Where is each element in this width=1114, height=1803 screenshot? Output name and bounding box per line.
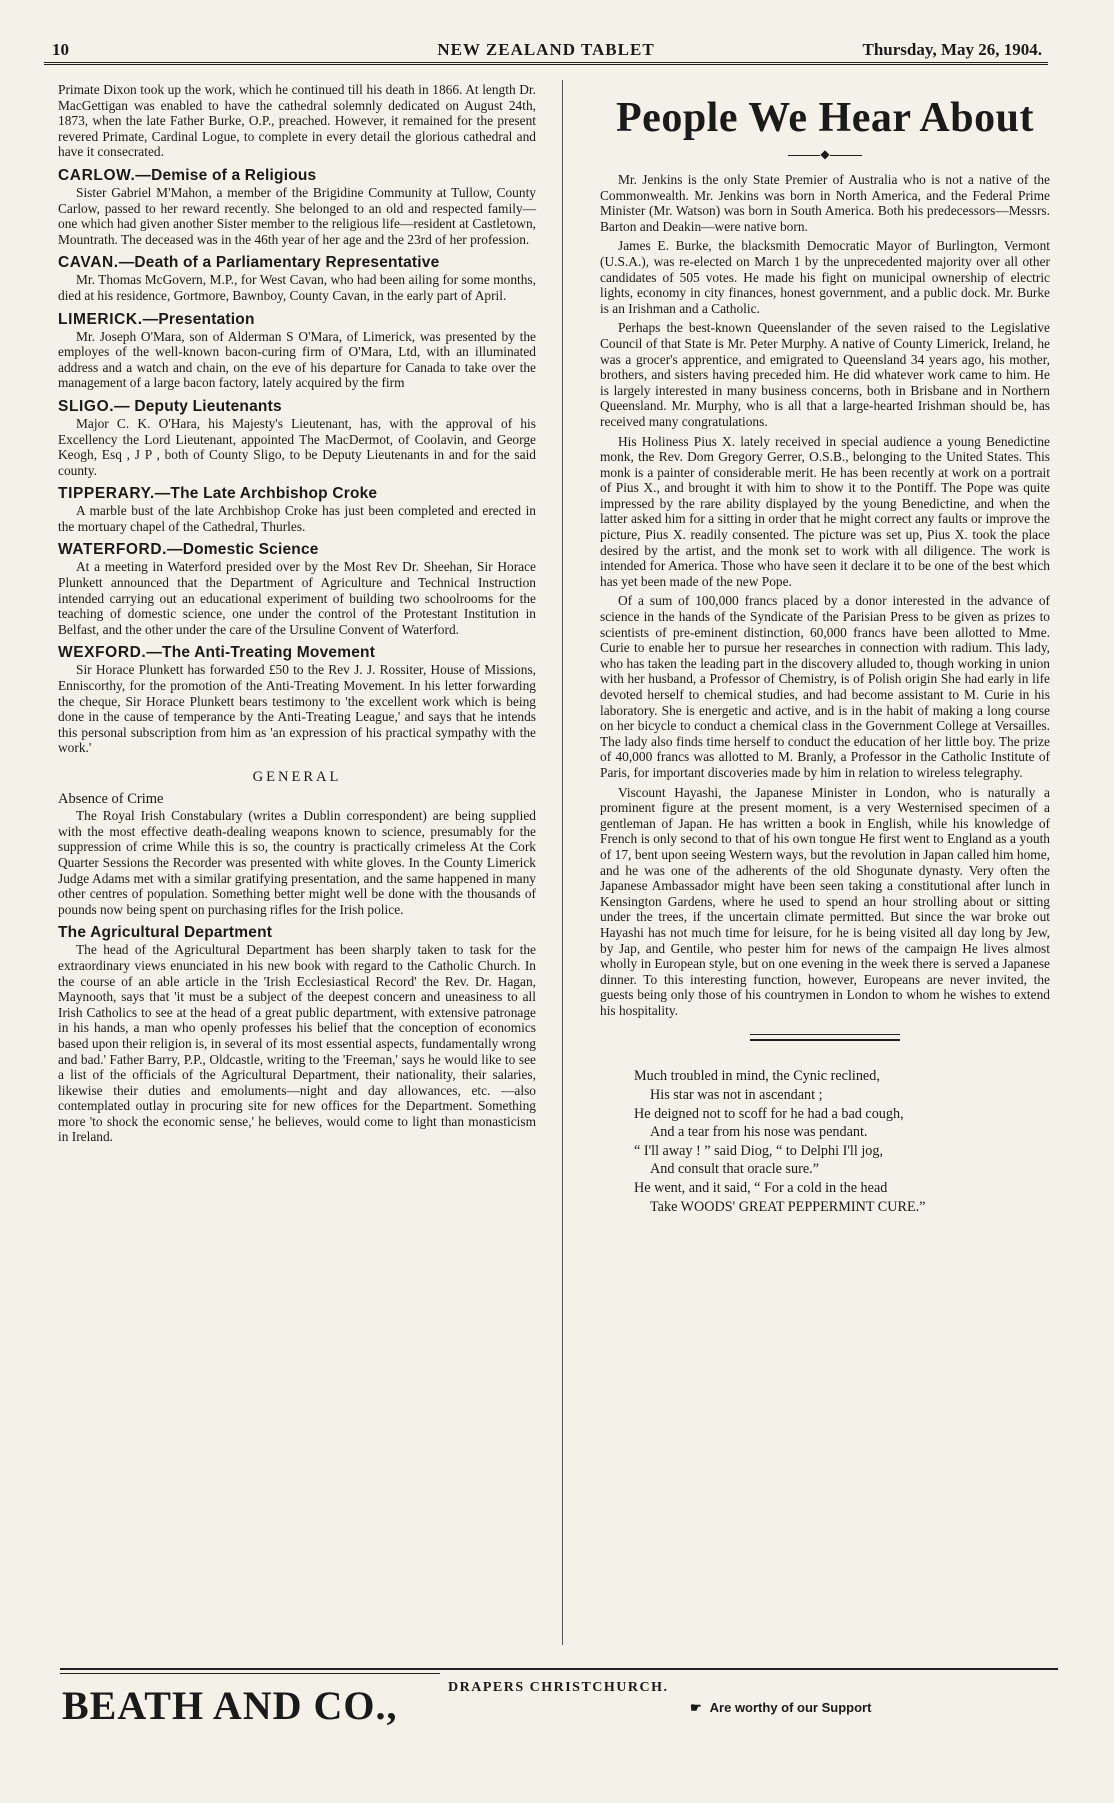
general-section-agriculture <box>58 923 536 1145</box>
section-heading <box>58 484 536 503</box>
section-place: TIPPERARY. <box>58 485 155 503</box>
section-title: Absence of Crime <box>58 790 164 807</box>
ornament-line <box>788 155 820 156</box>
masthead <box>44 38 1048 65</box>
advert-poem <box>634 1067 1050 1216</box>
section-body: At a meeting in Waterford presided over by the Most Rev Dr. Sheehan, Sir Horace Plunkett announced that the Department of Agriculture and Technical Instruction intended carrying out an educational experiment of building two schoolrooms for the teaching of domestic science, one under the control of the Protestant Institution in Belfast, and the other under the care of the Ursuline Convent of Waterford. <box>58 559 536 637</box>
section-heading <box>58 166 536 185</box>
section-place: CAVAN. <box>58 254 119 272</box>
section-heading <box>58 540 536 559</box>
feature-title: People We Hear About <box>616 95 1034 141</box>
intro-paragraph: Primate Dixon took up the work, which he continued till his death in 1866. At length Dr. MacGettigan was enabled to have the cathedral solemnly dedicated on August 24th, 1873, when the late Father Burke, O.P., preached. However, it remained for the present revered Primate, Cardinal Logue, to complete in every detail the glorious cathedral and have it consecrated. <box>58 82 536 160</box>
section-body: Mr. Thomas McGovern, M.P., for West Cavan, who had been ailing for some months, died at his residence, Gortmore, Bawnboy, County Cavan, in the early part of April. <box>58 272 536 303</box>
article-paragraph: James E. Burke, the blacksmith Democratic Mayor of Burlington, Vermont (U.S.A.), was re-elected on March 1 by the unprecedented majority over all other candidates of 505 votes. He made his fight on municipal ownership of electric lights, economy in city finances, honest government, and a public dock. Mr. Burke is an Irishman and a Catholic. <box>600 238 1050 316</box>
poem-line: And consult that oracle sure.” <box>650 1161 820 1178</box>
poem-line: And a tear from his nose was pendant. <box>650 1124 868 1141</box>
pointing-hand-icon: ☛ <box>690 1700 702 1715</box>
section-place: CARLOW. <box>58 166 136 184</box>
section-heading <box>58 643 536 662</box>
section-title: — Deputy Lieutenants <box>114 397 282 415</box>
article-paragraph: Mr. Jenkins is the only State Premier of Australia who is not a native of the Commonwealth. Mr. Jenkins was born in North America, and the Federal Prime Minister (Mr. Watson) was born in South America. Both his predecessors—Messrs. Barton and Deakin—were native born. <box>600 172 1050 234</box>
section-title: —Domestic Science <box>167 541 319 559</box>
footer-rule <box>60 1668 1058 1670</box>
section-title: —Presentation <box>142 310 255 328</box>
section-title: —The Anti-Treating Movement <box>146 644 376 662</box>
section-body: Major C. K. O'Hara, his Majesty's Lieutenant, has, with the approval of his Excellency the Lord Lieutenant, appointed The MacDermot, of Coolavin, and George Keogh, Esq , J P , both of County Sligo, to be Deputy Lieutenants in and for the said county. <box>58 415 536 478</box>
section-heading <box>58 397 536 416</box>
section-body: The head of the Agricultural Department has been sharply taken to task for the extraordinary views enunciated in his new book with regard to the Catholic Church. In the course of an able article in the 'Irish Ecclesiastical Record' the Rev. Dr. Hagan, Maynooth, says that 'it must be a subject of the deepest concern and uneasiness to all Irish Catholics to see at the head of a great public department, with extensive patronage in his hands, a man who openly professes his belief that the conception of economics based upon their religion is, in several of its most essential aspects, fundamentally wrong and bad.' Father Barry, P.P., Oldcastle, writing to the 'Freeman,' says he would like to see a list of the officials of the Agricultural Department, their nationality, their salaries, likewise their duties and emoluments—night and day allowances, etc. —also contemplated outlay in procuring site for new offices for the Department. Something more 'to shock the economic sense,' he believes, would come to light than monasticism in Ireland. <box>58 942 536 1145</box>
support-text: Are worthy of our Support <box>709 1700 872 1715</box>
column-divider <box>562 80 563 1645</box>
issue-date: Thursday, May 26, 1904. <box>862 40 1042 59</box>
news-section-wexford <box>58 643 536 756</box>
general-subheading: GENERAL <box>252 769 342 785</box>
article-paragraph: Viscount Hayashi, the Japanese Minister in London, who is naturally a prominent figure at the present moment, is a very Westernised specimen of a gentleman of Japan. He has written a book in English, while his knowledge of French is only second to that of his own tongue He first went to England as a youth of 17, bent upon seeing Western ways, but the revolution in Japan called him home, and he was one of the adherents of the old Shogunate dynasty. Very often the Japanese Ambassador might have been seen taking a constitutional after lunch in Kensington Gardens, where he used to spend an hour strolling about or sitting under the trees, if the uncertain climate permitted. But since the war broke out Hayashi has not much time for leisure, for he is being visited all day long by Jew, by Jap, and Gentile, who pester him for news of the campaign He lives almost wholly in European style, but on one evening in the week there is served a Japanese dinner. To this interesting function, however, Europeans are never invited, the guests being only those of his countrymen in London to whom he wishes to extend his hospitality. <box>600 784 1050 1018</box>
section-place: LIMERICK. <box>58 310 143 328</box>
section-title: —The Late Archbishop Croke <box>154 485 378 503</box>
section-title: —Death of a Parliamentary Representative <box>118 254 440 272</box>
section-place: WEXFORD. <box>58 644 147 662</box>
section-heading <box>58 253 536 272</box>
left-column <box>58 82 536 1149</box>
right-column <box>600 82 1050 1216</box>
article-paragraph: Of a sum of 100,000 francs placed by a donor interested in the advance of science in the hands of the Syndicate of the Parisian Press to be given as prizes to scientists of pre-eminent distinction, 60,000 francs have been allotted to Mme. Curie to enable her to pursue her researches in connection with radium. This lady, who has taken the leading part in the discovery alluded to, though working in union with her husband, a Professor of Chemistry, is of Polish origin She had early in life devoted herself to chemical studies, and had become assistant to M. Curie in his laboratory. She is energetic and active, and is in the habit of making a long course on her bicycle to conduct a chemical class in the Government College at Versailles. The lady also finds time herself to conduct the education of her little boy. The prize of 40,000 francs was allotted to M. Branly, a Professor in the Catholic Institute of Paris, for important discoveries made by him in relation to wireless telegraphy. <box>600 593 1050 780</box>
footer-support-line <box>690 1700 871 1716</box>
section-place: SLIGO. <box>58 397 115 415</box>
ornament-line <box>830 155 862 156</box>
news-section-waterford <box>58 540 536 637</box>
title-ornament <box>600 148 1050 160</box>
section-title: The Agricultural Department <box>58 924 273 942</box>
news-section-cavan <box>58 253 536 303</box>
news-section-tipperary <box>58 484 536 534</box>
section-place: WATERFORD. <box>58 541 168 559</box>
section-body: Sir Horace Plunkett has forwarded £50 to the Rev J. J. Rossiter, House of Missions, Enniscorthy, for the promotion of the Anti-Treating Movement. In his letter forwarding the cheque, Sir Horace Plunkett bears testimony to 'the excellent work which is being done in the cause of temperance by the Anti-Treating League,' and says that he intends this personal subscription from him as 'an expression of his practical sympathy with the work.' <box>58 662 536 756</box>
poem-line: “ I'll away ! ” said Diog, “ to Delphi I'll jog, <box>634 1142 883 1159</box>
footer-firm-name: BEATH AND CO., <box>62 1683 398 1728</box>
article-paragraph: His Holiness Pius X. lately received in special audience a young Benedictine monk, the Rev. Dom Gregory Gerrer, O.S.B., belonging to the United States. This monk is a painter of considerable merit. He has been recently at work on a portrait of Pius X., and brought it with him to show it to the Pontiff. The Pope was quite impressed by the rare ability displayed by the young Benedictine, and when the latter asked him for a sitting in order that he might correct any faults or improve the picture, Pius X. readily consented. The picture was set up, Pius X. took the place desired by the artist, and the monk set to work with all diligence. The work is intended for America. Those who have seen it declare it to be one of the best which has yet been made of the new Pope. <box>600 433 1050 589</box>
section-body: A marble bust of the late Archbishop Croke has just been completed and erected in the mortuary chapel of the Cathedral, Thurles. <box>58 503 536 534</box>
article-paragraph: Perhaps the best-known Queenslander of the seven raised to the Legislative Council of that State is Mr. Peter Murphy. A native of County Limerick, Ireland, he was a grocer's apprentice, and emigrated to Queensland 34 years ago, his mother, brothers, and sisters having preceded him. He did whatever work came to him. He is largely interested in many business concerns, both in Brisbane and in Northern Queensland. Mr. Murphy, who is all that a large-hearted Irishman should be, has received many congratulations. <box>600 320 1050 429</box>
news-section-limerick <box>58 310 536 391</box>
poem-line: He went, and it said, “ For a cold in the head <box>634 1180 888 1197</box>
section-body: Mr. Joseph O'Mara, son of Alderman S O'Mara, of Limerick, was presented by the employes of the well-known bacon-curing firm of O'Mara, Ltd, with an illuminated address and a watch and chain, on the eve of his departure for Canada to take over the management of a large bacon factory, lately acquired by the firm <box>58 328 536 391</box>
section-title: —Demise of a Religious <box>135 166 317 184</box>
poem-line: Much troubled in mind, the Cynic reclined, <box>634 1068 880 1085</box>
section-body: Sister Gabriel M'Mahon, a member of the Brigidine Community at Tullow, County Carlow, passed to her reward recently. She belonged to an old and respected family—one which had given another Sister member to the religious life—resident at Castletown, Mountrath. The deceased was in the 46th year of her age and the 23rd of her profession. <box>58 184 536 247</box>
general-section-crime <box>58 792 536 918</box>
poem-line: He deigned not to scoff for he had a bad cough, <box>634 1105 904 1122</box>
section-heading <box>58 310 536 329</box>
news-section-carlow <box>58 166 536 247</box>
poem-line: Take WOODS' GREAT PEPPERMINT CURE.” <box>650 1198 926 1215</box>
paper-name: NEW ZEALAND TABLET <box>437 40 655 59</box>
poem-line: His star was not in ascendant ; <box>650 1087 823 1104</box>
news-section-sligo <box>58 397 536 478</box>
page-number: 10 <box>52 40 69 59</box>
footer-rule-short <box>60 1673 440 1674</box>
diamond-icon: ◆ <box>820 147 830 161</box>
section-body: The Royal Irish Constabulary (writes a Dublin correspondent) are being supplied with the most effective death-dealing weapons known to science, presumably for the suppression of crime While this is so, the country is practically crimeless At the Cork Quarter Sessions the Recorder was presented with white gloves. In the County Limerick Judge Adams met with a similar gratifying presentation, and the same happened in many other centres of population. Something better might well be done with the thousands of pounds now being spent on purchasing rifles for the Irish police. <box>58 808 536 917</box>
footer-trade-line: DRAPERS CHRISTCHURCH. <box>448 1680 669 1695</box>
section-rule <box>750 1034 900 1041</box>
